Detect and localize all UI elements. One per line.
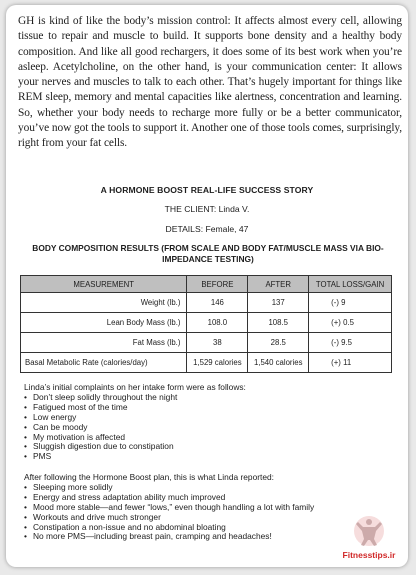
list-item: • Don’t sleep solidly throughout the night <box>24 393 384 403</box>
list-item: • PMS <box>24 452 384 462</box>
table-cell: (+) 11 <box>309 353 392 373</box>
complaints-heading: Linda’s initial complaints on her intake form were as follows: <box>24 382 246 392</box>
table-cell: (-) 9 <box>309 293 392 313</box>
list-item: • No more PMS—including breast pain, cramping and headaches! <box>24 532 384 542</box>
results-heading: After following the Hormone Boost plan, this is what Linda reported: <box>24 472 274 482</box>
table-cell: Fat Mass (lb.) <box>21 333 187 353</box>
table-header: TOTAL LOSS/GAIN <box>309 276 392 293</box>
table-cell: (-) 9.5 <box>309 333 392 353</box>
table-cell: 108.0 <box>187 313 248 333</box>
client-line: THE CLIENT: Linda V. <box>164 204 250 214</box>
table-row <box>21 353 392 373</box>
table-cell: 146 <box>187 293 248 313</box>
list-item: • Can be moody <box>24 423 384 433</box>
list-item: • Sleeping more solidly <box>24 483 384 493</box>
results-section <box>24 473 384 542</box>
body-composition-title: BODY COMPOSITION RESULTS (FROM SCALE AND BODY FAT/MUSCLE MASS VIA BIO-IMPEDANCE TESTING) <box>32 243 384 264</box>
body-composition-table <box>20 275 392 373</box>
fitnesstips-watermark-logo <box>339 514 399 562</box>
table-row <box>21 313 392 333</box>
results-list <box>24 483 384 542</box>
details-line: DETAILS: Female, 47 <box>165 224 249 234</box>
table-row <box>21 333 392 353</box>
document-page <box>6 5 408 567</box>
list-item: • Energy and stress adaptation ability much improved <box>24 493 384 503</box>
table-header: MEASUREMENT <box>21 276 187 293</box>
list-item: • Fatigued most of the time <box>24 403 384 413</box>
complaints-section <box>24 383 384 462</box>
table-cell: 1,529 calories <box>187 353 248 373</box>
intro-paragraph: GH is kind of like the body’s mission control: It affects almost every cell, allowing tissue to repair and muscle to build. It supports bone density and a healthy body composition. And like all good rechargers, it does some of its best work when you’re asleep. Acetylcholine, on the other hand, is your communication center: It allows your nerves and muscles to talk to each other. That’s hugely important for things like REM sleep, memory and mental capacities like alertness, concentration and learning. So, whether your body needs to recharge more fully or be a better communicator, you’ve now got the tools to support it. Another one of those tools comes, surprisingly, right from your fat cells. <box>18 15 402 150</box>
list-item: • Sluggish digestion due to constipation <box>24 442 384 452</box>
list-item: • Mood more stable—and fewer “lows,” even though handling a lot with family <box>24 503 384 513</box>
list-item: • Workouts and drive much stronger <box>24 513 384 523</box>
table-cell: 38 <box>187 333 248 353</box>
table-cell: (+) 0.5 <box>309 313 392 333</box>
table-header: AFTER <box>248 276 309 293</box>
table-header: BEFORE <box>187 276 248 293</box>
list-item: • My motivation is affected <box>24 433 384 443</box>
watermark-text: Fitnesstips.ir <box>342 550 396 560</box>
table-cell: 137 <box>248 293 309 313</box>
table-cell: Basal Metabolic Rate (calories/day) <box>21 353 187 373</box>
list-item: • Low energy <box>24 413 384 423</box>
list-item: • Constipation a non-issue and no abdominal bloating <box>24 523 384 533</box>
table-cell: 28.5 <box>248 333 309 353</box>
table-cell: Lean Body Mass (lb.) <box>21 313 187 333</box>
complaints-list <box>24 393 384 462</box>
table-row <box>21 293 392 313</box>
table-cell: 1,540 calories <box>248 353 309 373</box>
success-story-title: A HORMONE BOOST REAL-LIFE SUCCESS STORY <box>100 185 314 195</box>
table-header-row <box>21 276 392 293</box>
table-cell: 108.5 <box>248 313 309 333</box>
table-cell: Weight (lb.) <box>21 293 187 313</box>
